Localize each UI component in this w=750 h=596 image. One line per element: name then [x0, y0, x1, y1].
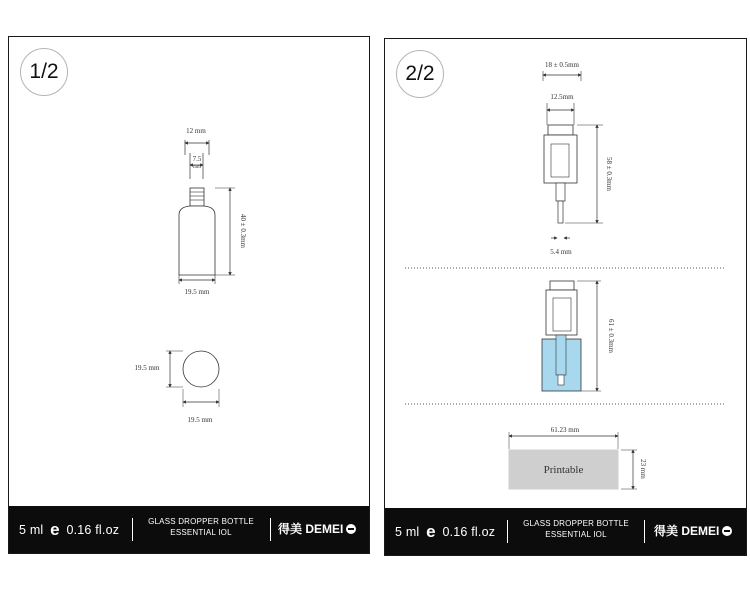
brand-cn: 得美 — [654, 524, 679, 538]
brand-mark-icon — [346, 524, 356, 534]
label-height-text: 23 mm — [639, 459, 647, 479]
neck-width-dimension — [190, 153, 203, 179]
label-area — [509, 426, 647, 489]
printable-label-text: Printable — [543, 464, 584, 476]
cap-inner-dimension — [547, 93, 574, 125]
assembly-height-dimension — [577, 281, 615, 391]
pipette-width-dimension — [550, 238, 572, 256]
top-width-label: 12 mm — [186, 127, 206, 135]
product-line-1: GLASS DROPPER BOTTLE — [523, 519, 629, 528]
product-line-2: ESSENTIAL IOL — [170, 528, 232, 537]
capacity-ml: 5 ml — [19, 523, 44, 537]
footer-divider — [132, 518, 133, 541]
capacity-text — [395, 521, 495, 541]
brand-cn: 得美 — [278, 522, 303, 536]
bottle-technical-drawing — [9, 37, 371, 507]
footer-divider — [270, 518, 271, 541]
body-width-label: 19.5 mm — [184, 288, 210, 296]
product-line-1: GLASS DROPPER BOTTLE — [148, 517, 254, 526]
page-number-badge: 1/2 — [20, 48, 68, 96]
neck-width-unit: mm — [193, 165, 201, 170]
circle-bottom-label: 19.5 mm — [187, 416, 213, 424]
spec-footer — [385, 508, 746, 555]
cap-inner-label: 12.5mm — [550, 93, 574, 101]
capacity-oz: 0.16 fl.oz — [442, 525, 496, 539]
brand-en: DEMEI — [305, 522, 344, 536]
label-width-text: 61.23 mm — [550, 426, 580, 434]
product-line-2: ESSENTIAL IOL — [545, 530, 607, 539]
assembly-height-label: 61 ± 0.3mm — [607, 319, 615, 353]
capacity-mark: e — [426, 522, 436, 541]
cap-outer-dimension — [543, 61, 581, 81]
height-label: 40 ± 0.3mm — [239, 214, 247, 248]
spec-sheet-1 — [8, 36, 370, 554]
brand-logo — [654, 522, 732, 539]
spec-sheet-2 — [384, 38, 747, 556]
dropper-drawing — [544, 125, 577, 223]
bottom-view — [135, 351, 219, 424]
body-width-dimension — [179, 275, 215, 296]
product-name — [512, 518, 640, 540]
capacity-ml: 5 ml — [395, 525, 420, 539]
height-dimension — [215, 188, 247, 275]
capacity-mark: e — [50, 520, 60, 539]
neck-width-label: 7.5 — [192, 155, 202, 163]
capacity-oz: 0.16 fl.oz — [66, 523, 120, 537]
bottle-outline — [179, 188, 215, 275]
brand-en: DEMEI — [681, 524, 720, 538]
footer-divider — [644, 520, 645, 543]
footer-divider — [507, 520, 508, 543]
cap-outer-label: 18 ± 0.5mm — [545, 61, 579, 69]
brand-mark-icon — [722, 526, 732, 536]
dropper-technical-drawing — [385, 39, 748, 509]
brand-logo — [278, 520, 356, 537]
dropper-height-label: 58 ± 0.3mm — [605, 157, 613, 191]
page-number-badge: 2/2 — [396, 50, 444, 98]
assembled-bottle-drawing — [542, 281, 581, 391]
capacity-text — [19, 519, 119, 539]
pipette-width-label: 5.4 mm — [550, 248, 572, 256]
circle-side-label: 19.5 mm — [134, 364, 160, 372]
top-width-dimension — [185, 127, 209, 155]
product-name — [137, 516, 265, 538]
spec-footer — [9, 506, 369, 553]
